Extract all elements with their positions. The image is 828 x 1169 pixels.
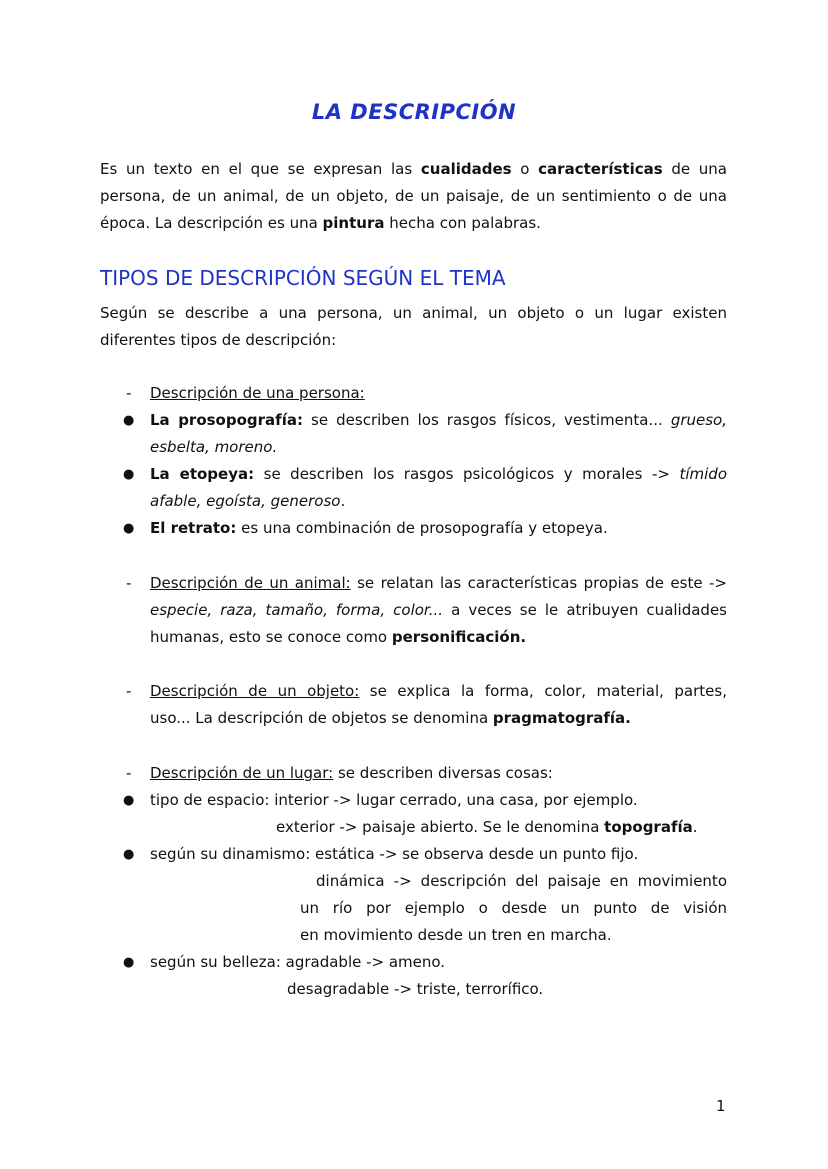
item-text: se describen los rasgos físicos, vestimenta... <box>302 411 671 429</box>
list-item <box>100 515 727 542</box>
bullet-icon: ● <box>123 521 135 536</box>
item-example: tímido <box>679 465 727 483</box>
list-item <box>100 841 727 868</box>
term-pragmatografia: pragmatografía. <box>492 709 631 727</box>
item-text: un río por ejemplo o desde un punto de visión <box>300 899 727 917</box>
item-text: según su dinamismo: estática -> se observa desde un punto fijo. <box>150 845 639 863</box>
item-text: . <box>340 492 346 510</box>
list-item-continuation <box>100 434 727 461</box>
list-item <box>100 760 727 787</box>
section-intro-line-1: Según se describe a una persona, un animal, un objeto o un lugar existen <box>100 304 727 322</box>
list-item <box>100 949 727 976</box>
section-intro <box>100 300 727 354</box>
intro-text: de una <box>662 160 727 178</box>
list-item <box>100 678 727 705</box>
list-item <box>100 570 727 597</box>
persona-heading: Descripción de una persona: <box>150 384 365 402</box>
item-text: se describen diversas cosas: <box>333 764 553 782</box>
bullet-icon: ● <box>123 847 135 862</box>
item-text: según su belleza: agradable -> ameno. <box>150 953 446 971</box>
item-example: grueso, <box>670 411 727 429</box>
intro-text: época. La descripción es una <box>100 214 323 232</box>
intro-line-3 <box>100 210 727 237</box>
list-item-continuation <box>100 868 727 895</box>
objeto-heading: Descripción de un objeto: <box>150 682 360 700</box>
list-item <box>100 787 727 814</box>
list-item-continuation <box>100 976 727 1003</box>
term-caracteristicas: características <box>538 160 663 178</box>
dash-marker: - <box>126 384 132 402</box>
item-example: afable, egoísta, generoso <box>150 492 341 510</box>
item-example: especie, raza, tamaño, forma, color... <box>150 601 444 619</box>
item-text: exterior -> paisaje abierto. Se le denomina <box>276 818 605 836</box>
term-pintura: pintura <box>322 214 385 232</box>
list-item-continuation <box>100 814 727 841</box>
bullet-icon: ● <box>123 793 135 808</box>
list-item-continuation <box>100 705 727 732</box>
list-item-continuation <box>100 488 727 515</box>
item-text: se explica la forma, color, material, partes, <box>359 682 727 700</box>
term-personificacion: personificación. <box>391 628 527 646</box>
intro-paragraph <box>100 156 727 237</box>
term-topografia: topografía <box>604 818 693 836</box>
bullet-icon: ● <box>123 467 135 482</box>
list-item <box>100 461 727 488</box>
intro-text: hecha con palabras. <box>384 214 541 232</box>
item-text: a veces se le atribuyen cualidades <box>443 601 727 619</box>
item-text: se relatan las características propias de este -> <box>350 574 727 592</box>
page-number: 1 <box>716 1097 726 1115</box>
item-text: humanas, esto se conoce como <box>150 628 392 646</box>
item-example: esbelta, moreno. <box>150 438 278 456</box>
list-item-continuation <box>100 895 727 922</box>
intro-text: Es un texto en el que se expresan las <box>100 160 421 178</box>
term-retrato: El retrato: <box>150 519 237 537</box>
objeto-section <box>100 678 727 732</box>
page-title: LA DESCRIPCIÓN <box>311 100 517 124</box>
list-item-continuation <box>100 624 727 651</box>
intro-line-2: persona, de un animal, de un objeto, de un paisaje, de un sentimiento o de una <box>100 187 727 205</box>
term-etopeya: La etopeya: <box>150 465 255 483</box>
list-item-continuation <box>100 922 727 949</box>
dash-marker: - <box>126 682 132 700</box>
list-item <box>100 380 727 407</box>
lugar-section <box>100 760 727 1003</box>
intro-line-1 <box>100 156 727 183</box>
dash-marker: - <box>126 764 132 782</box>
list-item-continuation <box>100 597 727 624</box>
term-cualidades: cualidades <box>420 160 512 178</box>
list-item <box>100 407 727 434</box>
item-text: en movimiento desde un tren en marcha. <box>300 926 612 944</box>
animal-section <box>100 570 727 651</box>
section-heading: TIPOS DE DESCRIPCIÓN SEGÚN EL TEMA <box>100 266 506 290</box>
bullet-icon: ● <box>123 955 135 970</box>
item-text: se describen los rasgos psicológicos y morales -> <box>254 465 680 483</box>
term-prosopografia: La prosopografía: <box>150 411 303 429</box>
item-text: dinámica -> descripción del paisaje en movimiento <box>316 872 727 890</box>
bullet-icon: ● <box>123 413 135 428</box>
item-text: es una combinación de prosopografía y etopeya. <box>236 519 608 537</box>
item-text: desagradable -> triste, terrorífico. <box>287 980 544 998</box>
item-text: . <box>692 818 698 836</box>
lugar-heading: Descripción de un lugar: <box>150 764 334 782</box>
item-text: tipo de espacio: interior -> lugar cerrado, una casa, por ejemplo. <box>150 791 638 809</box>
intro-text: o <box>511 160 539 178</box>
item-text: uso... La descripción de objetos se denomina <box>150 709 493 727</box>
dash-marker: - <box>126 574 132 592</box>
animal-heading: Descripción de un animal: <box>150 574 351 592</box>
persona-section <box>100 380 727 542</box>
section-intro-line-2: diferentes tipos de descripción: <box>100 331 337 349</box>
